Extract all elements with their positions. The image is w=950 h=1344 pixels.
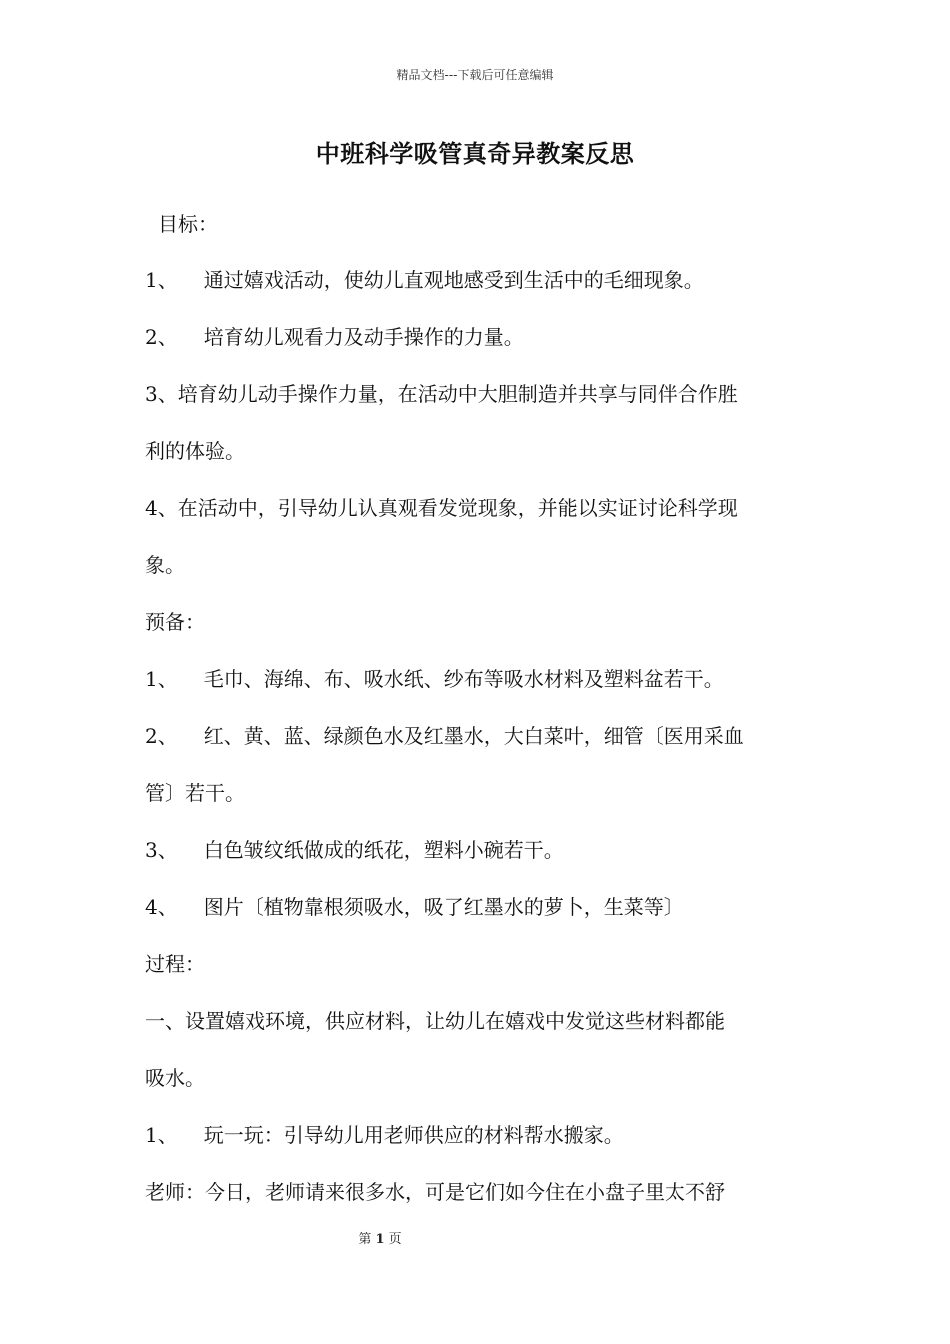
goal-item-1 bbox=[145, 266, 815, 294]
page-footer bbox=[0, 1228, 760, 1247]
goal-heading: 目标： bbox=[158, 212, 218, 236]
prep-number: 4、 bbox=[145, 895, 178, 919]
goal-text: 4、在活动中，引导幼儿认真观看发觉现象，并能以实证讨论科学现 bbox=[145, 496, 738, 520]
prep-text: 管〕若干。 bbox=[145, 781, 245, 805]
goal-text: 象。 bbox=[145, 553, 185, 577]
process-text: 一、设置嬉戏环境，供应材料，让幼儿在嬉戏中发觉这些材料都能 bbox=[145, 1009, 725, 1033]
goal-text: 通过嬉戏活动，使幼儿直观地感受到生活中的毛细现象。 bbox=[203, 268, 704, 292]
header-text: 精品文档---下载后可任意编辑 bbox=[396, 68, 554, 82]
process-number: 1、 bbox=[145, 1123, 178, 1147]
prep-text: 图片〔植物靠根须吸水，吸了红墨水的萝卜，生菜等〕 bbox=[203, 895, 684, 919]
process-text: 老师：今日，老师请来很多水，可是它们如今住在小盘子里太不舒 bbox=[145, 1180, 725, 1204]
page-number: 1 bbox=[375, 1232, 385, 1247]
page-header bbox=[0, 66, 950, 83]
prep-number: 1、 bbox=[145, 667, 178, 691]
process-text: 玩一玩：引导幼儿用老师供应的材料帮水搬家。 bbox=[203, 1123, 624, 1147]
process-text: 吸水。 bbox=[145, 1066, 205, 1090]
document-title: 中班科学吸管真奇异教案反思 bbox=[315, 139, 635, 168]
goal-item-4 bbox=[145, 494, 815, 522]
process-step-1-cont bbox=[145, 1064, 815, 1092]
prep-item-3 bbox=[145, 836, 815, 864]
goal-text: 3、培育幼儿动手操作力量，在活动中大胆制造并共享与同伴合作胜 bbox=[145, 382, 738, 406]
goal-item-3 bbox=[145, 380, 815, 408]
footer-prefix: 第 bbox=[358, 1232, 372, 1247]
goal-item-3-cont bbox=[145, 437, 815, 465]
prep-item-2-cont bbox=[145, 779, 815, 807]
prep-text: 红、黄、蓝、绿颜色水及红墨水，大白菜叶，细管〔医用采血 bbox=[203, 724, 744, 748]
goal-item-4-cont bbox=[145, 551, 815, 579]
process-step-1 bbox=[145, 1007, 815, 1035]
process-teacher-line bbox=[145, 1178, 815, 1206]
goal-number: 2、 bbox=[145, 325, 178, 349]
goal-text: 利的体验。 bbox=[145, 439, 245, 463]
process-substep-1 bbox=[145, 1121, 815, 1149]
process-heading: 过程： bbox=[145, 952, 205, 976]
prep-number: 2、 bbox=[145, 724, 178, 748]
prep-item-2 bbox=[145, 722, 815, 750]
prep-text: 白色皱纹纸做成的纸花，塑料小碗若干。 bbox=[203, 838, 564, 862]
prep-item-1 bbox=[145, 665, 815, 693]
prep-number: 3、 bbox=[145, 838, 178, 862]
goal-text: 培育幼儿观看力及动手操作的力量。 bbox=[203, 325, 524, 349]
footer-suffix: 页 bbox=[388, 1232, 402, 1247]
prep-text: 毛巾、海绵、布、吸水纸、纱布等吸水材料及塑料盆若干。 bbox=[203, 667, 724, 691]
goal-number: 1、 bbox=[145, 268, 178, 292]
prep-item-4 bbox=[145, 893, 815, 921]
prep-heading: 预备： bbox=[145, 610, 205, 634]
goal-item-2 bbox=[145, 323, 815, 351]
